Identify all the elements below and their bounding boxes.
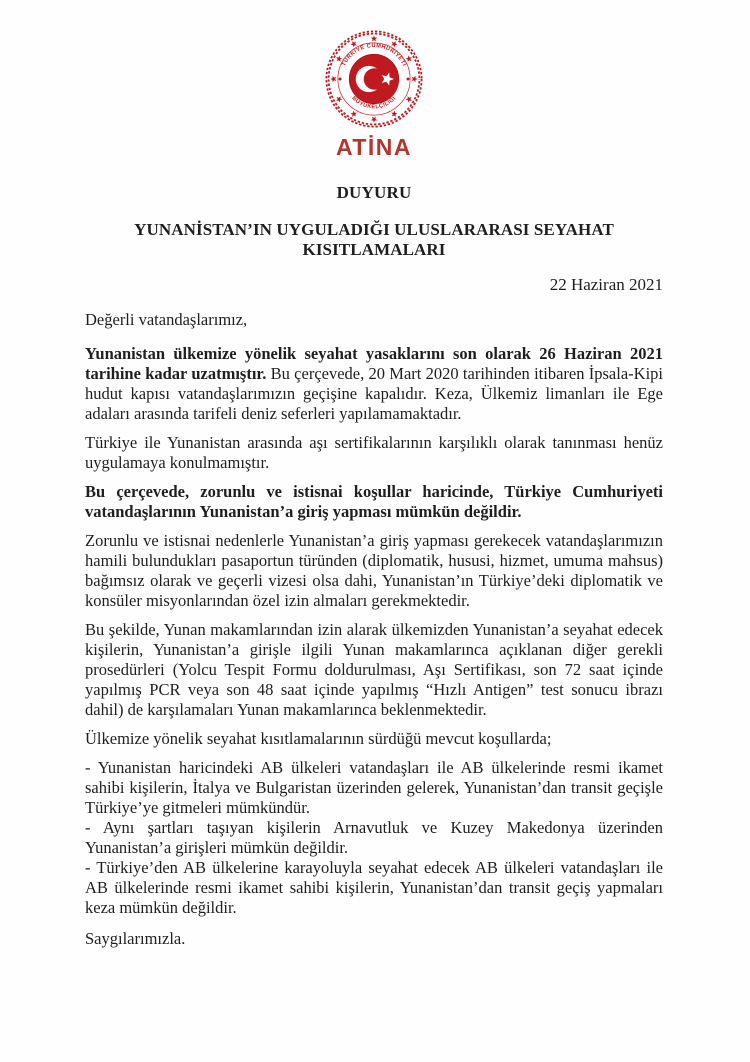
seal-bottom-arc-text: BÜYÜKELÇİLİĞİ [350, 95, 398, 111]
paragraph-procedures: Bu şekilde, Yunan makamlarından izin alarak ülkemizden Yunanistan’a seyahat edecek kişilerin, Yunanistan’a girişle ilgili Yunan makamlarınca açıklanan diğer gerekli prosedürleri (Yolcu Tespit Formu doldurulması, Aşı Sertifikası, son 72 saat içinde yapılmış PCR veya son 48 saat içinde yapılmış “Hızlı Antigen” test sonucu ibrazı dahil) de karşılamaları Yunan makamlarınca beklenmektedir. [85, 620, 663, 719]
paragraph-entry-not-possible: Bu çerçevede, zorunlu ve istisnai koşullar haricinde, Türkiye Cumhuriyeti vatandaşlarının Yunanistan’a giriş yapması mümkün değildir. [85, 482, 663, 521]
document-title: YUNANİSTAN’IN UYGULADIĞI ULUSLARARASI SEYAHAT KISITLAMALARI [134, 220, 614, 259]
embassy-seal-icon [321, 28, 427, 130]
closing-regards: Saygılarımızla. [85, 929, 186, 948]
paragraph-extension-bold: Yunanistan ülkemize yönelik seyahat yasaklarını son olarak 26 Haziran 2021 tarihine kadar uzatmıştır. [85, 344, 663, 383]
paragraph-extension [85, 344, 663, 424]
document-date: 22 Haziran 2021 [549, 275, 663, 294]
paragraph-current-conditions: Ülkemize yönelik seyahat kısıtlamalarının sürdüğü mevcut koşullarda; [85, 729, 552, 748]
paragraph-vaccine-certificates: Türkiye ile Yunanistan arasında aşı sertifikalarının karşılıklı olarak tanınması henüz uygulamaya konulmamıştır. [85, 433, 663, 472]
seal-top-arc-text: TÜRKİYE CUMHURİYETİ [341, 43, 407, 68]
bullet-albania-north-macedonia: - Aynı şartları taşıyan kişilerin Arnavutluk ve Kuzey Makedonya üzerinden Yunanistan’a girişleri mümkün değildir. [85, 818, 663, 857]
salutation: Değerli vatandaşlarımız, [85, 310, 248, 329]
crescent-and-star-icon [349, 54, 398, 103]
paragraph-special-permission: Zorunlu ve istisnai nedenlerle Yunanistan’a giriş yapması gerekecek vatandaşlarımızın hamili bulundukları pasaportun türünden (diplomatik, hususi, hizmet, umuma mahsus) bağımsız olarak ve geçerli vizesi olsa dahi, Yunanistan’ın Türkiye’deki diplomatik ve konsüler misyonlarından özel izin almaları gerekmektedir. [85, 531, 663, 610]
bullet-list [85, 758, 663, 918]
bullet-road-travel-to-eu: - Türkiye’den AB ülkelerine karayoluyla seyahat edecek AB ülkeleri vatandaşları ile AB ülkelerinde resmi ikamet sahibi kişilerin, Yunanistan’dan transit geçiş yapmaları keza mümkün değildir. [85, 858, 663, 917]
announcement-label: DUYURU [336, 183, 412, 202]
embassy-city-label: ATİNA [335, 134, 413, 160]
embassy-seal [321, 28, 427, 130]
bullet-transit-via-italy-bulgaria: - Yunanistan haricindeki AB ülkeleri vatandaşları ile AB ülkelerinde resmi ikamet sahibi kişilerin, İtalya ve Bulgaristan üzerinden gelerek, Yunanistan’dan transit geçişle Türkiye’ye gitmeleri mümkündür. [85, 758, 663, 817]
paragraph-extension-rest: Bu çerçevede, 20 Mart 2020 tarihinden itibaren İpsala-Kipi hudut kapısı vatandaşlarımızın geçişine kapalıdır. Keza, Ülkemiz limanları ile Ege adaları arasında tarifeli deniz seferleri yapılamamaktadır. [85, 364, 663, 423]
